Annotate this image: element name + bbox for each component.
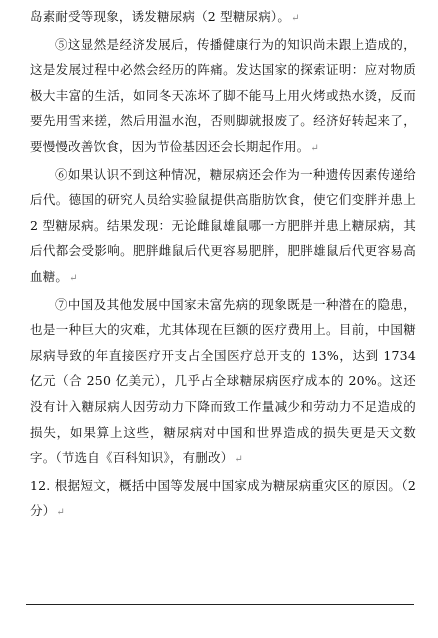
paragraph-text: 岛素耐受等现象，诱发糖尿病（2 型糖尿病）。 xyxy=(30,9,291,24)
paragraph-5 xyxy=(30,32,416,162)
question-12 xyxy=(30,473,416,526)
paragraph-mark: ↵ xyxy=(291,13,300,24)
paragraph-mark: ↵ xyxy=(310,142,319,154)
paragraph-6 xyxy=(30,162,416,292)
paragraph-text: ⑤这显然是经济发展后，传播健康行为的知识尚未跟上造成的，这是发展过程中必然会经历的阵痛。发达国家的探索证明：应对物质极大丰富的生活，如同冬天冻坏了脚不能马上用火烤或热水烫，反而要先用雪来搓，然后用温水泡，否则脚就报废了。经济好转起来了，要慢慢改善饮食，因为节俭基因还会长期起作用。 xyxy=(30,36,416,154)
paragraph-text: ⑦中国及其他发展中国家未富先病的现象既是一种潜在的隐患，也是一种巨大的灾难，尤其体现在巨额的医疗费用上。目前，中国糖尿病导致的年直接医疗开支占全国医疗总开支的 13%，达到 1734 亿元（合 250 亿美元），几乎占全球糖尿病医疗成本的 20%。这还没有计入糖尿病人因劳动力下降而致工作量减少和劳动力不足造成的损失，如果算上这些，糖尿病对中国和世界造成的损失更是天文数字。（节选自《百科知识》，有删改） xyxy=(30,296,416,466)
paragraph-7 xyxy=(30,292,416,473)
paragraph-mark: ↵ xyxy=(56,507,65,519)
paragraph-continued xyxy=(30,4,416,32)
paragraph-mark: ↵ xyxy=(234,454,243,466)
paragraph-text: ⑥如果认识不到这种情况，糖尿病还会作为一种遗传因素传递给后代。德国的研究人员给实验鼠提供高脂肪饮食，使它们变胖并患上 2 型糖尿病。结果发现：无论雌鼠雄鼠哪一方肥胖并患上糖尿病，其后代都会受影响。肥胖雌鼠后代更容易肥胖，肥胖雄鼠后代更容易高血糖。 xyxy=(30,166,416,284)
paragraph-mark: ↵ xyxy=(69,272,78,284)
question-text: 12. 根据短文，概括中国等发展中国家成为糖尿病重灾区的原因。（2 分） xyxy=(30,477,416,519)
answer-line[interactable] xyxy=(26,604,414,605)
